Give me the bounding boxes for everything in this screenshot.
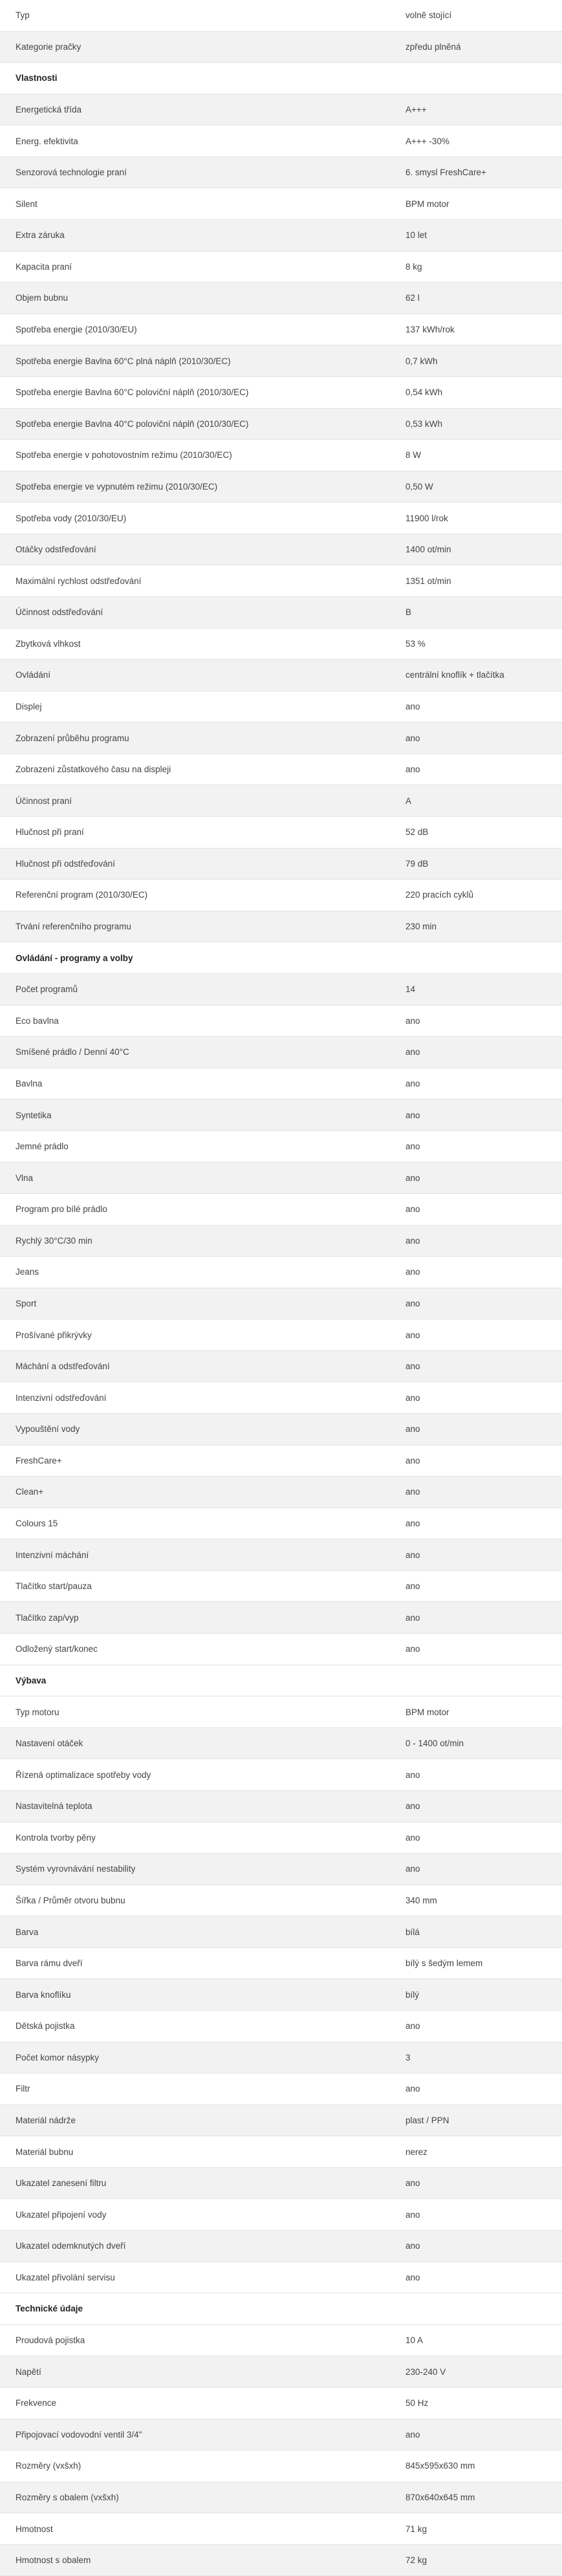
- spec-value: 71 kg: [390, 2513, 562, 2545]
- spec-row: [0, 1131, 562, 1162]
- spec-label: Typ: [0, 0, 390, 31]
- spec-row: [0, 471, 562, 503]
- spec-row: [0, 1759, 562, 1791]
- spec-value: 1400 ot/min: [390, 534, 562, 565]
- spec-label: Spotřeba energie v pohotovostním režimu (2010/30/EC): [0, 440, 390, 471]
- spec-value: ano: [390, 1382, 562, 1414]
- spec-value: BPM motor: [390, 1696, 562, 1728]
- spec-value: ano: [390, 1790, 562, 1822]
- spec-row: [0, 1350, 562, 1382]
- spec-label: Zobrazení průběhu programu: [0, 722, 390, 754]
- spec-label: Intenzivní odstřeďování: [0, 1382, 390, 1414]
- section-header: [0, 942, 562, 974]
- spec-row: [0, 2482, 562, 2513]
- spec-label: Jeans: [0, 1257, 390, 1288]
- spec-value: ano: [390, 1225, 562, 1257]
- spec-label: Tlačítko start/pauza: [0, 1570, 390, 1602]
- spec-row: [0, 596, 562, 628]
- spec-label: Připojovací vodovodní ventil 3/4": [0, 2419, 390, 2451]
- spec-row: [0, 1916, 562, 1948]
- spec-value: 137 kWh/rok: [390, 314, 562, 345]
- spec-value: A+++ -30%: [390, 125, 562, 157]
- spec-row: [0, 2231, 562, 2262]
- spec-row: [0, 1696, 562, 1728]
- spec-label: Spotřeba energie Bavlna 60°C plná náplň (2010/30/EC): [0, 345, 390, 377]
- spec-label: Referenční program (2010/30/EC): [0, 880, 390, 911]
- spec-row: [0, 2324, 562, 2356]
- spec-row: [0, 1225, 562, 1257]
- spec-value: 3: [390, 2042, 562, 2073]
- spec-label: Spotřeba energie ve vypnutém režimu (2010/30/EC): [0, 471, 390, 503]
- spec-row: [0, 1727, 562, 1759]
- spec-value: BPM motor: [390, 188, 562, 220]
- spec-value: 8 kg: [390, 251, 562, 283]
- spec-row: [0, 1037, 562, 1068]
- spec-label: Kategorie pračky: [0, 31, 390, 63]
- spec-label: Eco bavlna: [0, 1005, 390, 1037]
- spec-label: Silent: [0, 188, 390, 220]
- spec-label: Energ. efektivita: [0, 125, 390, 157]
- spec-label: Filtr: [0, 2073, 390, 2105]
- spec-value: 10 A: [390, 2324, 562, 2356]
- spec-row: [0, 2419, 562, 2451]
- section-header: [0, 1665, 562, 1696]
- spec-value: ano: [390, 1445, 562, 1477]
- spec-row: [0, 314, 562, 345]
- spec-label: Odložený start/konec: [0, 1634, 390, 1665]
- spec-label: Spotřeba vody (2010/30/EU): [0, 503, 390, 534]
- spec-value: ano: [390, 1634, 562, 1665]
- spec-label: Spotřeba energie (2010/30/EU): [0, 314, 390, 345]
- spec-value: ano: [390, 1288, 562, 1319]
- spec-label: Objem bubnu: [0, 283, 390, 314]
- spec-row: [0, 2262, 562, 2293]
- spec-label: Nastavení otáček: [0, 1727, 390, 1759]
- spec-label: Ukazatel odemknutých dveří: [0, 2231, 390, 2262]
- spec-value: 230 min: [390, 911, 562, 942]
- spec-label: Ukazatel připojení vody: [0, 2199, 390, 2231]
- spec-row: [0, 251, 562, 283]
- spec-label: Hlučnost při odstřeďování: [0, 848, 390, 880]
- spec-label: Syntetika: [0, 1099, 390, 1131]
- spec-label: Kontrola tvorby pěny: [0, 1822, 390, 1854]
- spec-label: Kapacita praní: [0, 251, 390, 283]
- spec-value: 340 mm: [390, 1885, 562, 1916]
- spec-label: Řízená optimalizace spotřeby vody: [0, 1759, 390, 1791]
- spec-label: Ukazatel zanesení filtru: [0, 2167, 390, 2199]
- spec-value: 0,50 W: [390, 471, 562, 503]
- spec-value: 50 Hz: [390, 2387, 562, 2419]
- spec-label: Šířka / Průměr otvoru bubnu: [0, 1885, 390, 1916]
- spec-label: Bavlna: [0, 1068, 390, 1099]
- spec-row: [0, 1947, 562, 1979]
- spec-value: A+++: [390, 94, 562, 125]
- spec-value: ano: [390, 1131, 562, 1162]
- spec-row: [0, 534, 562, 565]
- spec-row: [0, 660, 562, 691]
- section-title: Výbava: [0, 1665, 562, 1696]
- spec-value: 0,54 kWh: [390, 376, 562, 408]
- spec-label: Hlučnost při praní: [0, 817, 390, 849]
- spec-row: [0, 753, 562, 785]
- spec-row: [0, 2136, 562, 2168]
- spec-label: Senzorová technologie praní: [0, 157, 390, 188]
- spec-label: Spotřeba energie Bavlna 60°C poloviční náplň (2010/30/EC): [0, 376, 390, 408]
- spec-value: ano: [390, 1068, 562, 1099]
- spec-row: [0, 1477, 562, 1508]
- spec-label: Intenzivní máchání: [0, 1539, 390, 1571]
- spec-label: Program pro bílé prádlo: [0, 1193, 390, 1225]
- spec-label: Trvání referenčního programu: [0, 911, 390, 942]
- spec-row: [0, 1445, 562, 1477]
- spec-row: [0, 1319, 562, 1351]
- spec-row: [0, 2167, 562, 2199]
- spec-label: Extra záruka: [0, 220, 390, 252]
- spec-value: nerez: [390, 2136, 562, 2168]
- spec-row: [0, 1193, 562, 1225]
- spec-row: [0, 1790, 562, 1822]
- spec-value: 0,53 kWh: [390, 408, 562, 440]
- spec-row: [0, 220, 562, 252]
- spec-value: ano: [390, 1037, 562, 1068]
- spec-value: 6. smysl FreshCare+: [390, 157, 562, 188]
- spec-value: ano: [390, 1414, 562, 1445]
- spec-label: Dětská pojistka: [0, 2011, 390, 2042]
- spec-row: [0, 973, 562, 1005]
- spec-row: [0, 1539, 562, 1571]
- spec-label: Vypouštění vody: [0, 1414, 390, 1445]
- spec-value: bílý s šedým lemem: [390, 1947, 562, 1979]
- spec-row: [0, 848, 562, 880]
- spec-value: 220 pracích cyklů: [390, 880, 562, 911]
- spec-row: [0, 2513, 562, 2545]
- spec-row: [0, 1099, 562, 1131]
- spec-value: 870x640x645 mm: [390, 2482, 562, 2513]
- spec-value: zpředu plněná: [390, 31, 562, 63]
- spec-value: ano: [390, 1099, 562, 1131]
- spec-value: ano: [390, 1162, 562, 1194]
- spec-label: Ukazatel přivolání servisu: [0, 2262, 390, 2293]
- spec-value: ano: [390, 2231, 562, 2262]
- spec-value: bílý: [390, 1979, 562, 2011]
- spec-row: [0, 94, 562, 125]
- spec-label: Energetická třída: [0, 94, 390, 125]
- spec-label: Jemné prádlo: [0, 1131, 390, 1162]
- spec-label: Otáčky odstřeďování: [0, 534, 390, 565]
- spec-label: Displej: [0, 691, 390, 722]
- spec-label: Systém vyrovnávání nestability: [0, 1854, 390, 1885]
- spec-value: ano: [390, 1822, 562, 1854]
- spec-row: [0, 1257, 562, 1288]
- spec-row: [0, 2073, 562, 2105]
- spec-value: 11900 l/rok: [390, 503, 562, 534]
- spec-row: [0, 1854, 562, 1885]
- spec-label: Hmotnost: [0, 2513, 390, 2545]
- spec-value: ano: [390, 1319, 562, 1351]
- spec-value: centrální knoflík + tlačítka: [390, 660, 562, 691]
- spec-label: Frekvence: [0, 2387, 390, 2419]
- spec-row: [0, 1414, 562, 1445]
- spec-value: 1351 ot/min: [390, 565, 562, 597]
- spec-value: ano: [390, 1759, 562, 1791]
- spec-row: [0, 2387, 562, 2419]
- spec-row: [0, 1570, 562, 1602]
- spec-row: [0, 31, 562, 63]
- spec-label: Materiál bubnu: [0, 2136, 390, 2168]
- spec-value: 230-240 V: [390, 2356, 562, 2388]
- spec-label: Účinnost praní: [0, 785, 390, 817]
- spec-value: 0 - 1400 ot/min: [390, 1727, 562, 1759]
- spec-row: [0, 440, 562, 471]
- spec-label: Materiál nádrže: [0, 2105, 390, 2136]
- section-header: [0, 63, 562, 94]
- spec-value: ano: [390, 1508, 562, 1539]
- spec-row: [0, 722, 562, 754]
- spec-row: [0, 628, 562, 660]
- spec-row: [0, 565, 562, 597]
- spec-value: A: [390, 785, 562, 817]
- spec-value: ano: [390, 2011, 562, 2042]
- spec-row: [0, 1005, 562, 1037]
- spec-row: [0, 125, 562, 157]
- spec-value: ano: [390, 2199, 562, 2231]
- spec-label: Rychlý 30°C/30 min: [0, 1225, 390, 1257]
- spec-row: [0, 1508, 562, 1539]
- spec-row: [0, 1068, 562, 1099]
- section-title: Vlastnosti: [0, 63, 562, 94]
- spec-row: [0, 2199, 562, 2231]
- spec-value: ano: [390, 2167, 562, 2199]
- spec-label: Barva knoflíku: [0, 1979, 390, 2011]
- spec-label: Barva: [0, 1916, 390, 1948]
- spec-value: ano: [390, 2419, 562, 2451]
- spec-label: Zobrazení zůstatkového času na displeji: [0, 753, 390, 785]
- spec-value: ano: [390, 1477, 562, 1508]
- spec-row: [0, 0, 562, 31]
- spec-value: 14: [390, 973, 562, 1005]
- spec-label: Proudová pojistka: [0, 2324, 390, 2356]
- spec-value: 62 l: [390, 283, 562, 314]
- spec-row: [0, 2042, 562, 2073]
- section-title: Technické údaje: [0, 2293, 562, 2325]
- spec-label: Vlna: [0, 1162, 390, 1194]
- spec-label: FreshCare+: [0, 1445, 390, 1477]
- spec-row: [0, 2105, 562, 2136]
- spec-row: [0, 376, 562, 408]
- spec-label: Napětí: [0, 2356, 390, 2388]
- spec-value: ano: [390, 2073, 562, 2105]
- spec-value: 53 %: [390, 628, 562, 660]
- spec-row: [0, 785, 562, 817]
- spec-value: ano: [390, 1539, 562, 1571]
- spec-value: ano: [390, 1350, 562, 1382]
- spec-value: plast / PPN: [390, 2105, 562, 2136]
- spec-label: Maximální rychlost odstřeďování: [0, 565, 390, 597]
- spec-value: ano: [390, 1257, 562, 1288]
- spec-row: [0, 345, 562, 377]
- spec-value: ano: [390, 1570, 562, 1602]
- spec-value: ano: [390, 1005, 562, 1037]
- spec-label: Hmotnost s obalem: [0, 2544, 390, 2576]
- spec-label: Smíšené prádlo / Denní 40°C: [0, 1037, 390, 1068]
- spec-value: ano: [390, 2262, 562, 2293]
- spec-value: ano: [390, 753, 562, 785]
- spec-label: Spotřeba energie Bavlna 40°C poloviční náplň (2010/30/EC): [0, 408, 390, 440]
- spec-label: Clean+: [0, 1477, 390, 1508]
- spec-value: 52 dB: [390, 817, 562, 849]
- spec-row: [0, 283, 562, 314]
- spec-label: Účinnost odstřeďování: [0, 596, 390, 628]
- spec-label: Tlačítko zap/vyp: [0, 1602, 390, 1634]
- spec-value: 10 let: [390, 220, 562, 252]
- spec-row: [0, 1382, 562, 1414]
- spec-label: Počet komor násypky: [0, 2042, 390, 2073]
- spec-row: [0, 1822, 562, 1854]
- spec-value: B: [390, 596, 562, 628]
- spec-label: Typ motoru: [0, 1696, 390, 1728]
- spec-label: Máchání a odstřeďování: [0, 1350, 390, 1382]
- spec-value: ano: [390, 1854, 562, 1885]
- spec-row: [0, 408, 562, 440]
- spec-row: [0, 1979, 562, 2011]
- section-header: [0, 2293, 562, 2325]
- spec-value: 8 W: [390, 440, 562, 471]
- spec-label: Nastavitelná teplota: [0, 1790, 390, 1822]
- spec-row: [0, 1162, 562, 1194]
- spec-row: [0, 188, 562, 220]
- spec-row: [0, 2356, 562, 2388]
- spec-label: Rozměry (vxšxh): [0, 2451, 390, 2482]
- spec-value: ano: [390, 691, 562, 722]
- spec-row: [0, 1885, 562, 1916]
- spec-value: 72 kg: [390, 2544, 562, 2576]
- spec-label: Zbytková vlhkost: [0, 628, 390, 660]
- spec-row: [0, 1602, 562, 1634]
- spec-label: Prošívané přikrývky: [0, 1319, 390, 1351]
- spec-row: [0, 2451, 562, 2482]
- section-title: Ovládání - programy a volby: [0, 942, 562, 974]
- spec-value: ano: [390, 722, 562, 754]
- spec-row: [0, 157, 562, 188]
- spec-label: Rozměry s obalem (vxšxh): [0, 2482, 390, 2513]
- spec-row: [0, 817, 562, 849]
- spec-value: 845x595x630 mm: [390, 2451, 562, 2482]
- spec-label: Počet programů: [0, 973, 390, 1005]
- spec-row: [0, 503, 562, 534]
- spec-value: bílá: [390, 1916, 562, 1948]
- spec-label: Ovládání: [0, 660, 390, 691]
- spec-row: [0, 2544, 562, 2576]
- spec-row: [0, 911, 562, 942]
- spec-value: 79 dB: [390, 848, 562, 880]
- spec-row: [0, 1288, 562, 1319]
- spec-row: [0, 1634, 562, 1665]
- spec-row: [0, 880, 562, 911]
- spec-value: 0,7 kWh: [390, 345, 562, 377]
- spec-label: Sport: [0, 1288, 390, 1319]
- spec-row: [0, 2011, 562, 2042]
- spec-label: Colours 15: [0, 1508, 390, 1539]
- spec-value: ano: [390, 1193, 562, 1225]
- spec-row: [0, 691, 562, 722]
- spec-value: ano: [390, 1602, 562, 1634]
- spec-label: Barva rámu dveří: [0, 1947, 390, 1979]
- spec-value: volně stojící: [390, 0, 562, 31]
